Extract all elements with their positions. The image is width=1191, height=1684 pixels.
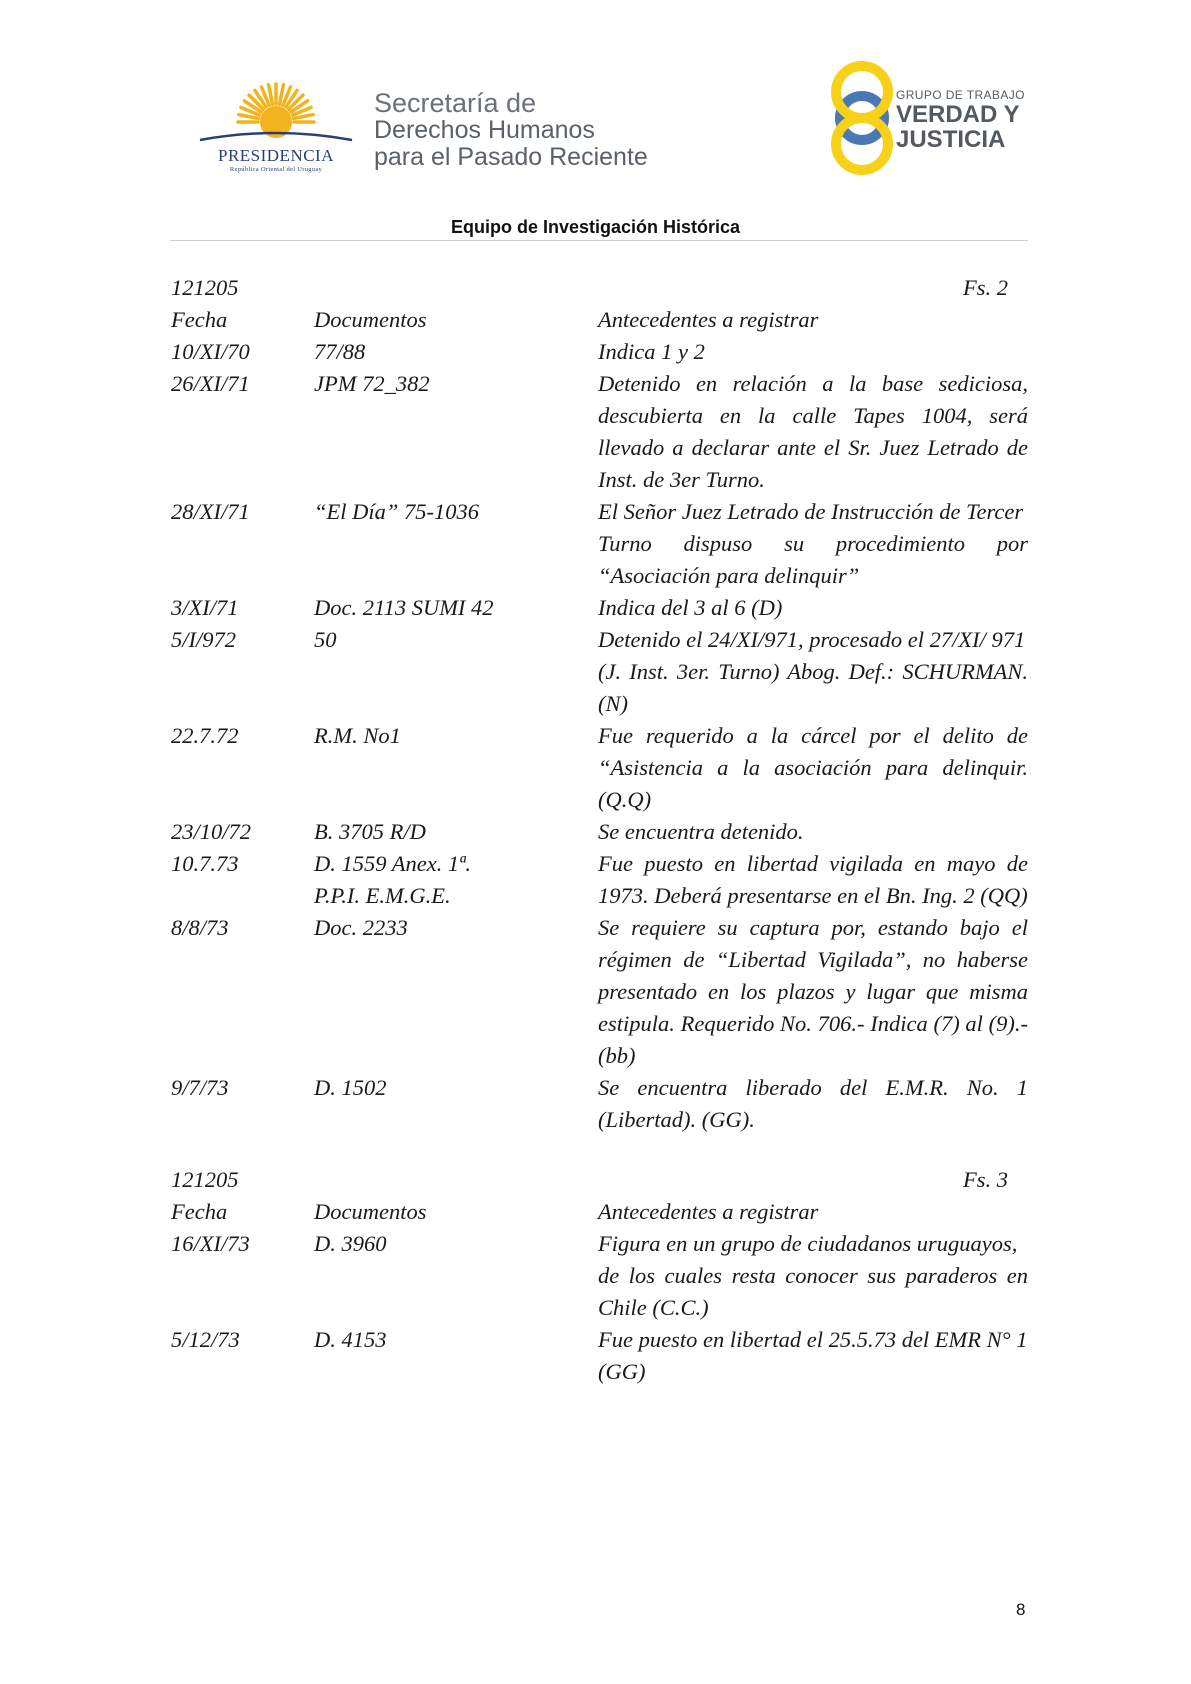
record-row [171,720,1028,816]
header-antecedentes: Antecedentes a registrar [598,1199,819,1224]
presidencia-subtitle: República Oriental del Uruguay [229,166,323,173]
record-row [171,368,1028,496]
column-headers [171,1196,1028,1228]
record-date: 10/XI/70 [171,339,250,364]
antecedente-text: Figura en un grupo de ciudadanos uruguayos, [598,1231,1018,1256]
document-ref: “El Día” 75-1036 [314,499,480,524]
folio-number: Fs. 2 [963,275,1008,300]
antecedente-text: (GG) [598,1359,646,1384]
record-documents [314,1072,598,1136]
record-date: 9/7/73 [171,1075,229,1100]
document-ref: JPM 72_382 [314,371,430,396]
secretaria-line-2: Derechos Humanos [374,116,595,144]
verdad-justicia-logo-text [896,88,1025,152]
record-documents [314,624,598,720]
record-row [171,592,1028,624]
grupo-line-2: VERDAD Y [896,101,1020,128]
presidencia-logo [196,82,356,174]
record-id: 121205 [171,1167,239,1192]
record-row [171,816,1028,848]
document-ref: Doc. 2113 SUMI 42 [314,595,494,620]
document-ref: D. 4153 [314,1327,387,1352]
header-fecha: Fecha [171,307,228,332]
record-documents [314,848,598,912]
antecedente-text: Detenido el 24/XI/971, procesado el 27/XI/ 971 [598,627,1026,652]
antecedente-text: Fue puesto en libertad vigilada en mayo de 1973. Deberá presentarse en el Bn. Ing. 2 (QQ) [598,851,1028,908]
record-row [171,848,1028,912]
antecedente-text: Se requiere su captura por, estando bajo el régimen de “Libertad Vigilada”, no haberse presentado en los plazos y lugar que misma estipula. Requerido No. 706.- Indica (7) al (9).- (bb) [598,915,1028,1068]
record-antecedentes [598,1324,1028,1388]
record-antecedentes [598,848,1028,912]
document-ref: B. 3705 R/D [314,819,426,844]
record-documents [314,720,598,816]
antecedente-text: Fue requerido a la cárcel por el delito de “Asistencia a la asociación para delinquir. (Q.Q) [598,723,1028,812]
antecedente-text: Indica del 3 al 6 (D) [598,595,783,620]
document-ref: Doc. 2233 [314,915,408,940]
record-date: 22.7.72 [171,723,239,748]
sun-emblem-icon [196,82,356,146]
record-documents [314,592,598,624]
record-row [171,624,1028,720]
document-ref: D. 1502 [314,1075,387,1100]
record-date: 3/XI/71 [171,595,239,620]
record-documents [314,336,598,368]
record-section [171,272,1028,1136]
record-antecedentes [598,336,1028,368]
header-divider [170,240,1028,241]
header-documentos: Documentos [314,1199,427,1224]
record-date: 10.7.73 [171,851,239,876]
antecedente-text: Se encuentra liberado del E.M.R. No. 1 (Libertad). (GG). [598,1075,1028,1132]
folio-number: Fs. 3 [963,1167,1008,1192]
record-id: 121205 [171,275,239,300]
record-documents [314,496,598,592]
antecedente-text: Indica 1 y 2 [598,339,705,364]
record-antecedentes [598,624,1028,720]
section-header-row [171,1164,1028,1196]
record-date: 26/XI/71 [171,371,250,396]
record-antecedentes [598,1228,1028,1324]
record-row [171,336,1028,368]
record-date: 8/8/73 [171,915,229,940]
record-documents [314,912,598,1072]
header-documentos: Documentos [314,307,427,332]
record-row [171,1228,1028,1324]
record-antecedentes [598,592,1028,624]
record-documents [314,1324,598,1388]
record-row [171,912,1028,1072]
grupo-line-1: GRUPO DE TRABAJO [896,88,1025,102]
record-antecedentes [598,368,1028,496]
column-headers [171,304,1028,336]
record-section [171,1164,1028,1388]
section-header-row [171,272,1028,304]
header-fecha: Fecha [171,1199,228,1224]
record-date: 5/I/972 [171,627,236,652]
record-antecedentes [598,1072,1028,1136]
record-date: 23/10/72 [171,819,252,844]
grupo-line-3: JUSTICIA [896,126,1006,153]
document-ref: 77/88 [314,339,366,364]
record-sheet [171,272,1028,1388]
record-antecedentes [598,816,1028,848]
header-antecedentes: Antecedentes a registrar [598,307,819,332]
record-documents [314,368,598,496]
record-documents [314,816,598,848]
record-row [171,1072,1028,1136]
record-row [171,1324,1028,1388]
secretaria-title [374,90,648,171]
antecedente-text: Se encuentra detenido. [598,819,804,844]
record-antecedentes [598,912,1028,1072]
antecedente-text: Turno dispuso su procedimiento por “Asociación para delinquir” [598,531,1028,588]
antecedente-text: de los cuales resta conocer sus paraderos en Chile (C.C.) [598,1263,1028,1320]
document-ref: R.M. No1 [314,723,401,748]
document-ref: 50 [314,627,337,652]
section-spacer [171,1136,1028,1164]
antecedente-text: (J. Inst. 3er. Turno) Abog. Def.: SCHURMAN. (N) [598,659,1028,716]
record-antecedentes [598,496,1028,592]
document-ref: D. 1559 Anex. 1ª. [314,851,472,876]
antecedente-text: El Señor Juez Letrado de Instrucción de Tercer [598,499,1024,524]
record-date: 5/12/73 [171,1327,240,1352]
secretaria-line-3: para el Pasado Reciente [374,143,648,171]
record-documents [314,1228,598,1324]
record-date: 16/XI/73 [171,1231,250,1256]
presidencia-name: PRESIDENCIA [217,146,334,165]
antecedente-text: Fue puesto en libertad el 25.5.73 del EMR N° 1 [598,1327,1028,1352]
document-ref: D. 3960 [314,1231,387,1256]
antecedente-text: Detenido en relación a la base sediciosa, descubierta en la calle Tapes 1004, será llevado a declarar ante el Sr. Juez Letrado de Inst. de 3er Turno. [598,371,1028,492]
page-number: 8 [1016,1600,1026,1619]
document-ref: P.P.I. E.M.G.E. [314,883,451,908]
record-date: 28/XI/71 [171,499,250,524]
record-antecedentes [598,720,1028,816]
record-row [171,496,1028,592]
unit-title: Equipo de Investigación Histórica [450,217,741,237]
secretaria-line-1: Secretaría de [374,88,537,118]
